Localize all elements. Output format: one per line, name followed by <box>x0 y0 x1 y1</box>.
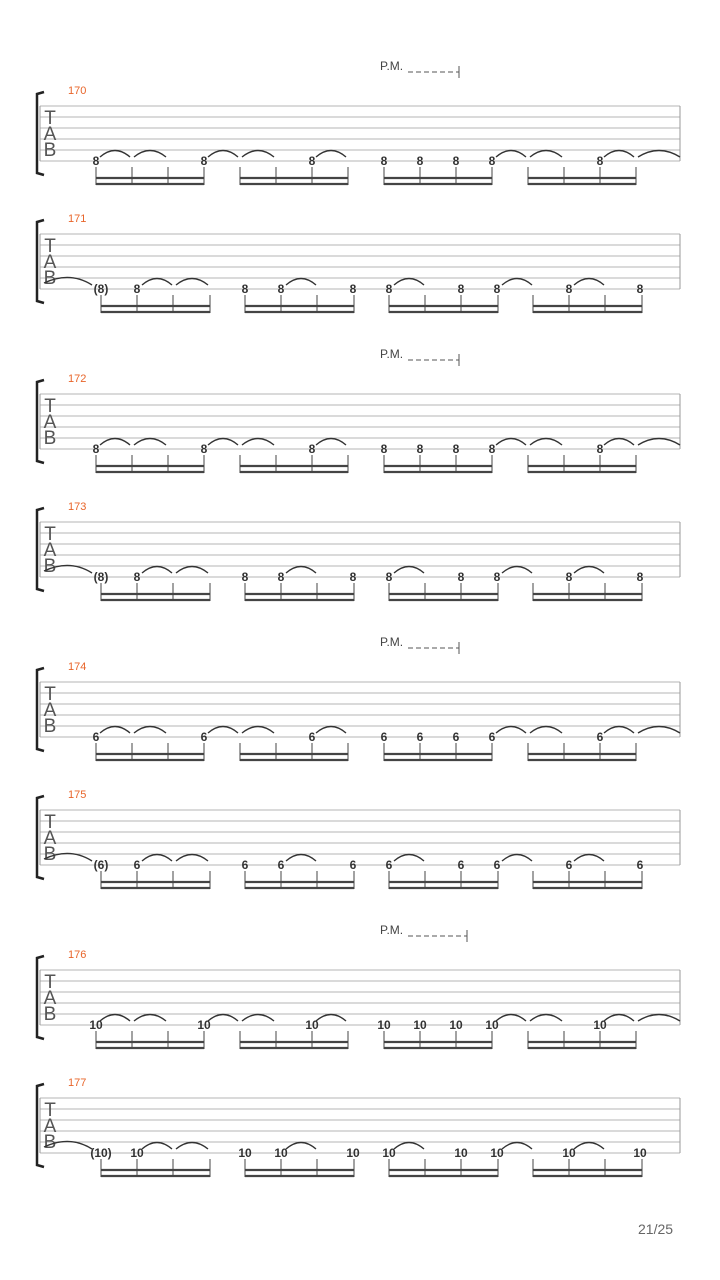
fret-number: 8 <box>308 154 316 168</box>
tab-clef-letter: A <box>43 124 57 145</box>
tie-arc <box>316 439 346 446</box>
fret-number: 10 <box>562 1146 576 1160</box>
tie-arc <box>394 1143 424 1150</box>
tie-arc <box>530 151 562 158</box>
tie-arc <box>574 855 604 862</box>
tab-system <box>37 789 680 889</box>
tie-arc <box>394 567 424 574</box>
measure-number: 174 <box>68 661 87 673</box>
tab-system <box>37 923 680 1049</box>
tie-arc <box>208 439 238 446</box>
fret-number: 6 <box>565 858 573 872</box>
tie-arc <box>176 279 208 286</box>
tab-clef-letter: B <box>43 268 57 289</box>
fret-number: 10 <box>89 1018 103 1032</box>
tab-system <box>37 347 680 473</box>
palm-mute-label: P.M. <box>380 923 404 937</box>
fret-number: 8 <box>488 442 496 456</box>
fret-number: 8 <box>596 442 604 456</box>
fret-number: 8 <box>133 282 141 296</box>
tie-arc <box>134 727 166 734</box>
tie-arc <box>100 439 130 446</box>
measure-number: 175 <box>68 789 87 801</box>
tab-clef-letter: B <box>43 140 57 161</box>
tie-arc <box>496 151 526 158</box>
fret-number: 8 <box>452 442 460 456</box>
fret-number: 8 <box>636 282 644 296</box>
fret-number: 8 <box>565 570 573 584</box>
tie-arc <box>286 279 316 286</box>
tab-clef-letter: B <box>43 1132 57 1153</box>
tie-arc <box>530 727 562 734</box>
fret-number: 8 <box>277 570 285 584</box>
tie-arc <box>142 855 172 862</box>
fret-number: 6 <box>241 858 249 872</box>
fret-number: 6 <box>349 858 357 872</box>
fret-number: 8 <box>349 282 357 296</box>
fret-number: 6 <box>416 730 424 744</box>
tab-clef-letter: A <box>43 252 57 273</box>
fret-number: 10 <box>305 1018 319 1032</box>
fret-number: 6 <box>92 730 100 744</box>
fret-number: 10 <box>633 1146 647 1160</box>
fret-number: 6 <box>308 730 316 744</box>
tie-arc <box>638 727 680 734</box>
tie-arc <box>316 151 346 158</box>
tab-system <box>37 1077 680 1177</box>
tie-arc <box>176 567 208 574</box>
tie-arc <box>502 1143 532 1150</box>
fret-number: 8 <box>493 282 501 296</box>
fret-number: 8 <box>636 570 644 584</box>
tie-arc <box>394 855 424 862</box>
fret-number: 6 <box>457 858 465 872</box>
fret-number: 10 <box>197 1018 211 1032</box>
fret-number: 6 <box>452 730 460 744</box>
fret-number: 8 <box>92 154 100 168</box>
tie-arc <box>176 855 208 862</box>
fret-number: 10 <box>130 1146 144 1160</box>
fret-number: (8) <box>93 282 109 296</box>
tie-arc <box>242 151 274 158</box>
tie-arc <box>316 1015 346 1022</box>
tie-arc <box>638 151 680 158</box>
fret-number: 8 <box>200 154 208 168</box>
tie-arc <box>496 439 526 446</box>
tab-clef-letter: A <box>43 412 57 433</box>
fret-number: 10 <box>454 1146 468 1160</box>
fret-number: 6 <box>385 858 393 872</box>
fret-number: 10 <box>238 1146 252 1160</box>
tie-arc <box>496 1015 526 1022</box>
measure-number: 170 <box>68 85 87 97</box>
tie-arc <box>100 727 130 734</box>
tab-clef-letter: A <box>43 700 57 721</box>
tab-clef-letter: A <box>43 540 57 561</box>
tab-clef-letter: B <box>43 844 57 865</box>
tie-arc <box>134 439 166 446</box>
tie-arc <box>286 855 316 862</box>
tab-clef-letter: A <box>43 1116 57 1137</box>
fret-number: 6 <box>596 730 604 744</box>
fret-number: 8 <box>380 154 388 168</box>
tab-system <box>37 213 680 313</box>
tie-arc <box>208 727 238 734</box>
measure-number: 172 <box>68 373 87 385</box>
fret-number: 6 <box>133 858 141 872</box>
tie-arc <box>604 1015 634 1022</box>
fret-number: 6 <box>277 858 285 872</box>
tie-arc <box>638 1015 680 1022</box>
tie-arc <box>208 151 238 158</box>
tab-clef-letter: T <box>44 396 56 417</box>
tie-arc <box>242 727 274 734</box>
fret-number: 8 <box>416 154 424 168</box>
tie-arc <box>502 567 532 574</box>
tie-arc <box>286 567 316 574</box>
fret-number: 10 <box>274 1146 288 1160</box>
tie-arc <box>394 279 424 286</box>
tab-clef-letter: A <box>43 988 57 1009</box>
tie-arc <box>134 151 166 158</box>
measure-number: 171 <box>68 213 87 225</box>
fret-number: 8 <box>380 442 388 456</box>
tie-arc <box>208 1015 238 1022</box>
fret-number: 6 <box>488 730 496 744</box>
fret-number: 8 <box>596 154 604 168</box>
fret-number: 6 <box>380 730 388 744</box>
fret-number: 8 <box>488 154 496 168</box>
fret-number: 8 <box>200 442 208 456</box>
measure-number: 177 <box>68 1077 87 1089</box>
tab-system <box>37 501 680 601</box>
fret-number: 8 <box>277 282 285 296</box>
fret-number: (10) <box>90 1146 112 1160</box>
fret-number: 6 <box>200 730 208 744</box>
page-number: 21/25 <box>638 1221 674 1237</box>
tie-arc <box>134 1015 166 1022</box>
fret-number: 8 <box>452 154 460 168</box>
tie-arc <box>604 151 634 158</box>
tie-arc <box>242 439 274 446</box>
tie-arc <box>286 1143 316 1150</box>
fret-number: 8 <box>416 442 424 456</box>
measure-number: 173 <box>68 501 87 513</box>
tie-arc <box>100 151 130 158</box>
fret-number: 8 <box>457 570 465 584</box>
palm-mute-label: P.M. <box>380 347 404 361</box>
palm-mute-label: P.M. <box>380 59 404 73</box>
tab-clef-letter: T <box>44 684 56 705</box>
tab-system <box>37 59 680 185</box>
tie-arc <box>316 727 346 734</box>
tab-clef-letter: T <box>44 972 56 993</box>
tie-arc <box>142 1143 172 1150</box>
tab-clef-letter: B <box>43 428 57 449</box>
tie-arc <box>604 439 634 446</box>
tie-arc <box>604 727 634 734</box>
tab-clef-letter: B <box>43 556 57 577</box>
tie-arc <box>142 567 172 574</box>
palm-mute-label: P.M. <box>380 635 404 649</box>
tab-clef-letter: T <box>44 236 56 257</box>
fret-number: 6 <box>636 858 644 872</box>
tab-clef-letter: T <box>44 108 56 129</box>
fret-number: 8 <box>565 282 573 296</box>
tie-arc <box>574 567 604 574</box>
fret-number: 10 <box>377 1018 391 1032</box>
tie-arc <box>502 279 532 286</box>
tie-arc <box>530 1015 562 1022</box>
tie-arc <box>574 1143 604 1150</box>
fret-number: 8 <box>92 442 100 456</box>
fret-number: 10 <box>449 1018 463 1032</box>
tab-clef-letter: A <box>43 828 57 849</box>
tab-clef-letter: T <box>44 812 56 833</box>
fret-number: 10 <box>593 1018 607 1032</box>
tab-clef-letter: T <box>44 524 56 545</box>
tie-arc <box>242 1015 274 1022</box>
tab-clef-letter: T <box>44 1100 56 1121</box>
tie-arc <box>502 855 532 862</box>
fret-number: 8 <box>349 570 357 584</box>
tie-arc <box>638 439 680 446</box>
fret-number: 8 <box>241 282 249 296</box>
fret-number: 8 <box>241 570 249 584</box>
tab-clef-letter: B <box>43 716 57 737</box>
fret-number: 8 <box>133 570 141 584</box>
fret-number: 8 <box>493 570 501 584</box>
fret-number: 10 <box>485 1018 499 1032</box>
fret-number: 10 <box>413 1018 427 1032</box>
fret-number: 6 <box>493 858 501 872</box>
fret-number: 10 <box>346 1146 360 1160</box>
fret-number: 8 <box>385 570 393 584</box>
tie-arc <box>176 1143 208 1150</box>
tie-arc <box>100 1015 130 1022</box>
tie-arc <box>574 279 604 286</box>
tie-arc <box>496 727 526 734</box>
fret-number: 10 <box>490 1146 504 1160</box>
tie-arc <box>530 439 562 446</box>
measure-number: 176 <box>68 949 87 961</box>
fret-number: 8 <box>457 282 465 296</box>
fret-number: (8) <box>93 570 109 584</box>
fret-number: 8 <box>385 282 393 296</box>
tab-clef-letter: B <box>43 1004 57 1025</box>
fret-number: 10 <box>382 1146 396 1160</box>
tie-arc <box>142 279 172 286</box>
fret-number: (6) <box>93 858 109 872</box>
tab-system <box>37 635 680 761</box>
fret-number: 8 <box>308 442 316 456</box>
